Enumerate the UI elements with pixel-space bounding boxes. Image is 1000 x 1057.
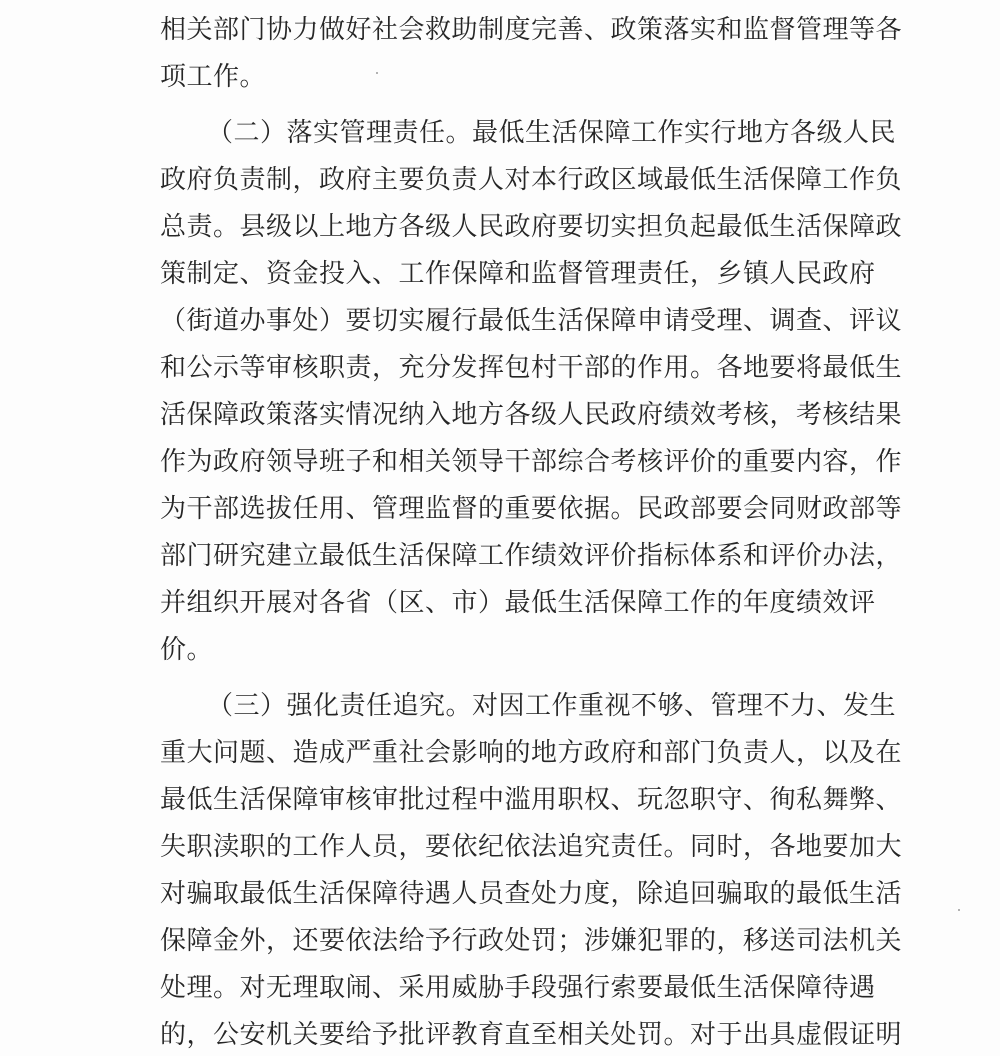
- text-line: 价。: [160, 635, 214, 665]
- text-line: 作为政府领导班子和相关领导干部综合考核评价的重要内容，作: [160, 447, 903, 477]
- section-heading-line: （三）强化责任追究。对因工作重视不够、管理不力、发生: [207, 691, 897, 721]
- text-line: 对骗取最低生活保障待遇人员查处力度，除追回骗取的最低生活: [160, 879, 903, 909]
- text-line: 政府负责制，政府主要负责人对本行政区域最低生活保障工作负: [160, 165, 903, 195]
- text-line: 重大问题、造成严重社会影响的地方政府和部门负责人，以及在: [160, 738, 903, 768]
- text-line: 相关部门协力做好社会救助制度完善、政策落实和监督管理等各: [160, 15, 903, 45]
- text-line: 并组织开展对各省（区、市）最低生活保障工作的年度绩效评: [160, 588, 876, 618]
- text-line: 最低生活保障审核审批过程中滥用职权、玩忽职守、徇私舞弊、: [160, 785, 903, 815]
- scan-speck: [958, 909, 960, 911]
- text-line: 总责。县级以上地方各级人民政府要切实担负起最低生活保障政: [160, 212, 903, 242]
- text-line: 为干部选拔任用、管理监督的重要依据。民政部要会同财政部等: [160, 494, 903, 524]
- text-line: 策制定、资金投入、工作保障和监督管理责任，乡镇人民政府: [160, 259, 876, 289]
- text-line: 部门研究建立最低生活保障工作绩效评价指标体系和评价办法，: [160, 541, 903, 571]
- text-line: 处理。对无理取闹、采用威胁手段强行索要最低生活保障待遇: [160, 973, 876, 1003]
- text-line: 和公示等审核职责，充分发挥包村干部的作用。各地要将最低生: [160, 353, 903, 383]
- text-line: （街道办事处）要切实履行最低生活保障申请受理、调查、评议: [160, 306, 903, 336]
- text-line: 失职渎职的工作人员，要依纪依法追究责任。同时，各地要加大: [160, 832, 903, 862]
- text-line: 保障金外，还要依法给予行政处罚；涉嫌犯罪的，移送司法机关: [160, 926, 903, 956]
- text-line: 项工作。: [160, 62, 267, 92]
- text-line: 活保障政策落实情况纳入地方各级人民政府绩效考核，考核结果: [160, 400, 903, 430]
- scan-speck: [376, 72, 378, 74]
- section-heading-line: （二）落实管理责任。最低生活保障工作实行地方各级人民: [207, 118, 897, 148]
- text-line: 的，公安机关要给予批评教育直至相关处罚。对于出具虚假证明: [160, 1020, 903, 1050]
